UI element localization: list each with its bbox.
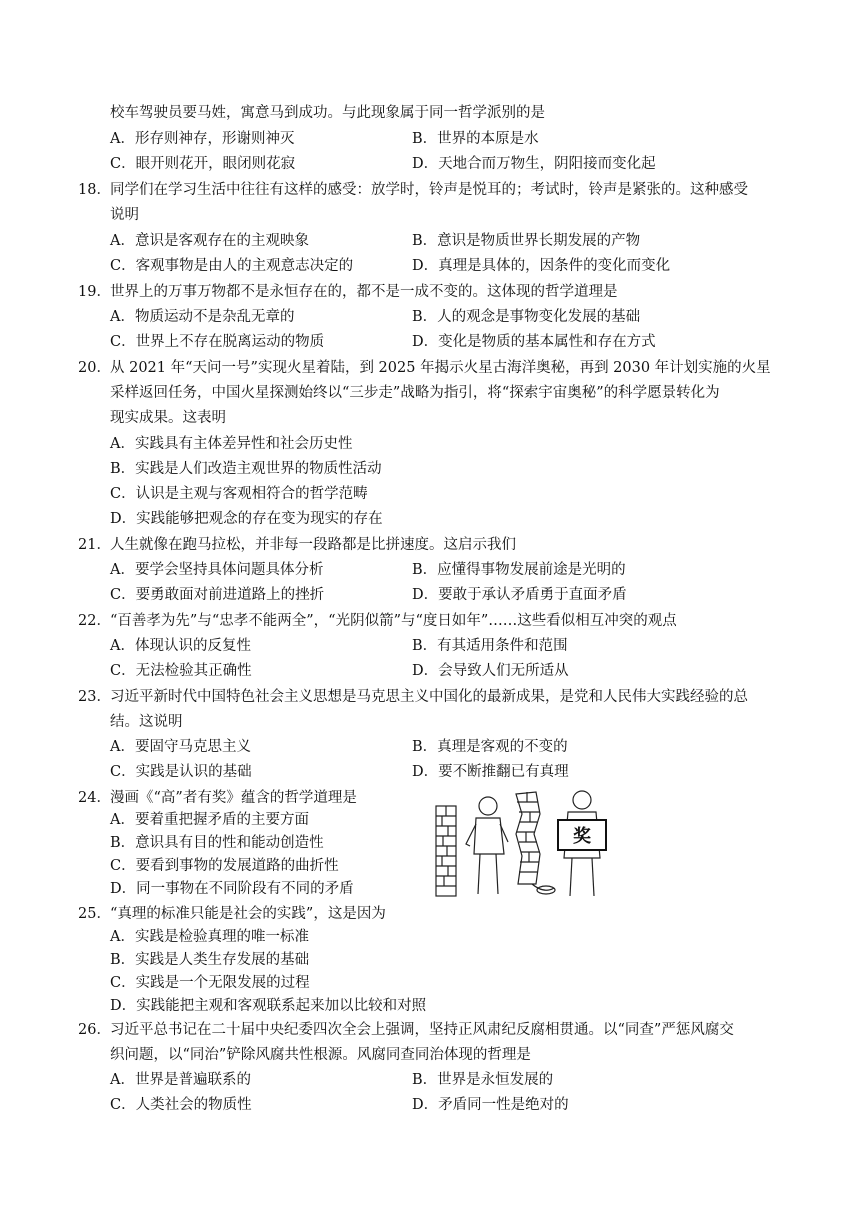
q21-option-d: D．要敢于承认矛盾勇于直面矛盾 — [412, 587, 627, 603]
q25-option-a: A．实践是检验真理的唯一标准 — [110, 929, 309, 945]
q26-option-a: A．世界是普遍联系的 — [110, 1072, 251, 1088]
short-brick-wall — [436, 806, 456, 896]
q25-option-c: C．实践是一个无限发展的过程 — [110, 975, 310, 991]
q26-option-d: D．矛盾同一性是绝对的 — [412, 1097, 569, 1113]
q24-option-b: B．意识具有目的性和能动创造性 — [110, 835, 324, 851]
q20-option-a: A．实践具有主体差异性和社会历史性 — [110, 436, 353, 452]
q23-stem-line: 结。这说明 — [110, 714, 183, 730]
q20-stem-line: 现实成果。这表明 — [110, 410, 226, 426]
q20-option-d: D．实践能够把观念的存在变为现实的存在 — [110, 511, 383, 527]
worker-figure-left — [466, 797, 508, 894]
q23-option-b: B．真理是客观的不变的 — [412, 739, 568, 755]
q24-option-c: C．要看到事物的发展道路的曲折性 — [110, 858, 339, 874]
q26-option-b: B．世界是永恒发展的 — [412, 1072, 554, 1088]
q20-stem-line: 从 2021 年“天问一号”实现火星着陆，到 2025 年揭示火星古海洋奥秘，再到 2030 年计划实施的火星 — [110, 360, 771, 376]
q26-stem-line: 习近平总书记在二十届中央纪委四次全会上强调，坚持正风肃纪反腐相贯通。以“同查”严惩风腐交 — [110, 1022, 734, 1038]
q25-option-d: D．实践能把主观和客观联系起来加以比较和对照 — [110, 998, 427, 1014]
q21-option-b: B．应懂得事物发展前途是光明的 — [412, 562, 626, 578]
q21-option-c: C．要勇敢面对前进道路上的挫折 — [110, 587, 325, 603]
q20-stem-line: 采样返回任务，中国火星探测始终以“三步走”战略为指引，将“探索宇宙奥秘”的科学愿景转化为 — [110, 385, 720, 401]
tall-crooked-brick-wall — [516, 792, 555, 894]
q20-option-c: C．认识是主观与客观相符合的哲学范畴 — [110, 486, 368, 502]
q19-option-c: C．世界上不存在脱离运动的物质 — [110, 334, 325, 350]
q18-stem-line: 说明 — [110, 207, 139, 223]
q25-number: 25． — [78, 906, 111, 922]
q17-option-d: D．天地合而万物生，阴阳接而变化起 — [412, 156, 656, 172]
q21-stem-line: 人生就像在跑马拉松，并非每一段路都是比拼速度。这启示我们 — [110, 537, 516, 553]
q19-number: 19． — [78, 284, 111, 300]
award-sign-text: 奖 — [573, 826, 591, 847]
q22-option-b: B．有其适用条件和范围 — [412, 638, 568, 654]
q26-number: 26． — [78, 1022, 111, 1038]
q21-number: 21． — [78, 537, 111, 553]
q22-stem-line: “百善孝为先”与“忠孝不能两全”，“光阴似箭”与“度日如年”……这些看似相互冲突的观点 — [110, 613, 677, 629]
q26-stem-line: 织问题，以“同治”铲除风腐共性根源。风腐同查同治体现的哲理是 — [110, 1047, 531, 1063]
q24-option-a: A．要着重把握矛盾的主要方面 — [110, 812, 309, 828]
q17-option-b: B．世界的本原是水 — [412, 131, 539, 147]
q18-option-b: B．意识是物质世界长期发展的产物 — [412, 233, 641, 249]
q20-number: 20． — [78, 360, 111, 376]
q17-stem-line: 校车驾驶员要马姓，寓意马到成功。与此现象属于同一哲学派别的是 — [110, 105, 545, 121]
q19-option-b: B．人的观念是事物变化发展的基础 — [412, 309, 641, 325]
q19-stem-line: 世界上的万事万物都不是永恒存在的，都不是一成不变的。这体现的哲学道理是 — [110, 284, 618, 300]
q26-option-c: C．人类社会的物质性 — [110, 1097, 252, 1113]
q24-number: 24． — [78, 790, 111, 806]
q24-option-d: D．同一事物在不同阶段有不同的矛盾 — [110, 881, 354, 897]
q18-option-a: A．意识是客观存在的主观映象 — [110, 233, 309, 249]
q22-option-a: A．体现认识的反复性 — [110, 638, 251, 654]
q22-option-c: C．无法检验其正确性 — [110, 663, 252, 679]
q23-number: 23． — [78, 689, 111, 705]
q19-option-a: A．物质运动不是杂乱无章的 — [110, 309, 295, 325]
q23-option-a: A．要固守马克思主义 — [110, 739, 251, 755]
q20-option-b: B．实践是人们改造主观世界的物质性活动 — [110, 461, 382, 477]
q23-option-c: C．实践是认识的基础 — [110, 764, 252, 780]
q23-stem-line: 习近平新时代中国特色社会主义思想是马克思主义中国化的最新成果，是党和人民伟大实践经验的总 — [110, 689, 748, 705]
q18-option-d: D．真理是具体的，因条件的变化而变化 — [412, 258, 671, 274]
q23-option-d: D．要不断推翻已有真理 — [412, 764, 569, 780]
q19-option-d: D．变化是物质的基本属性和存在方式 — [412, 334, 656, 350]
q24-stem-line: 漫画《“高”者有奖》蕴含的哲学道理是 — [110, 790, 357, 806]
cartoon-illustration — [432, 784, 622, 900]
q22-option-d: D．会导致人们无所适从 — [412, 663, 569, 679]
q25-option-b: B．实践是人类生存发展的基础 — [110, 952, 310, 968]
q21-option-a: A．要学会坚持具体问题具体分析 — [110, 562, 324, 578]
q22-number: 22． — [78, 613, 111, 629]
q18-number: 18． — [78, 182, 111, 198]
q17-option-a: A．形存则神存，形谢则神灭 — [110, 131, 295, 147]
q18-stem-line: 同学们在学习生活中往往有这样的感受：放学时，铃声是悦耳的；考试时，铃声是紧张的。这种感受 — [110, 182, 748, 198]
q17-option-c: C．眼开则花开，眼闭则花寂 — [110, 156, 296, 172]
q25-stem-line: “真理的标准只能是社会的实践”，这是因为 — [110, 906, 386, 922]
q18-option-c: C．客观事物是由人的主观意志决定的 — [110, 258, 354, 274]
